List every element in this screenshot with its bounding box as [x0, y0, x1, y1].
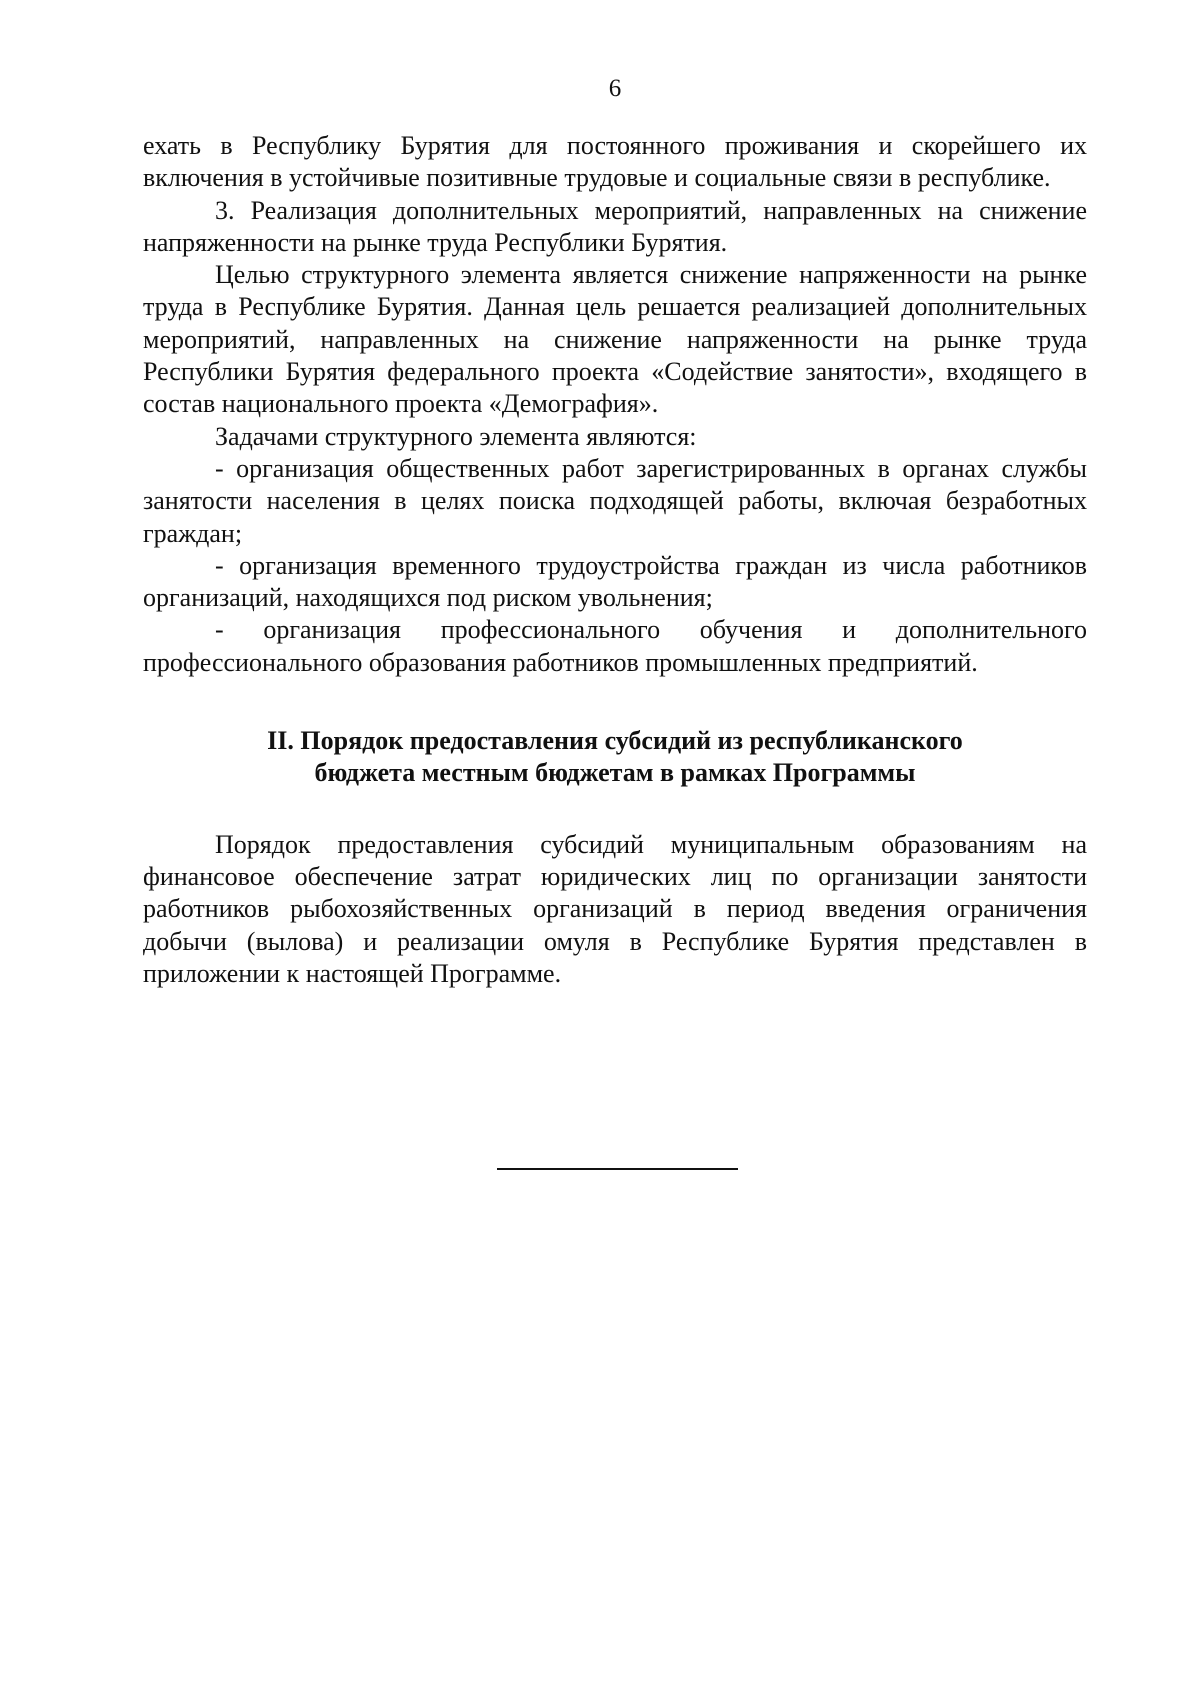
task-list-item: - организация профессионального обучения и дополнительного профессионального образования работников промышленных предприятий.: [143, 615, 1087, 677]
section-heading-line: II. Порядок предоставления субсидий из республиканского: [267, 726, 963, 756]
paragraph-goal: Целью структурного элемента является снижение напряженности на рынке труда в Республике Бурятия. Данная цель решается реализацией дополнительных мероприятий, направленных на снижение напряженности на рынке труда Республики Бурятия федерального проекта «Содействие занятости», входящего в состав национального проекта «Демография».: [143, 260, 1087, 419]
task-list-item: - организация общественных работ зарегистрированных в органах службы занятости населения в целях поиска подходящей работы, включая безработных граждан;: [143, 453, 1087, 548]
section-paragraph: Порядок предоставления субсидий муниципальным образованиям на финансовое обеспечение затрат юридических лиц по организации занятости работников рыбохозяйственных организаций в период введения ограничения добычи (вылова) и реализации омуля в Республике Бурятия представлен в приложении к настоящей Программе.: [143, 829, 1087, 988]
section-heading-line: бюджета местным бюджетам в рамках Программы: [314, 758, 916, 788]
paragraph-tasks-intro: Задачами структурного элемента являются:: [215, 421, 697, 451]
page-number: 6: [608, 75, 622, 102]
paragraph-continuation: ехать в Республику Бурятия для постоянного проживания и скорейшего их включения в устойчивые позитивные трудовые и социальные связи в республике.: [143, 131, 1087, 193]
paragraph-item-3: 3. Реализация дополнительных мероприятий, направленных на снижение напряженности на рынке труда Республики Бурятия.: [143, 195, 1087, 257]
end-rule: [497, 1168, 738, 1170]
document-body: [143, 130, 1087, 990]
task-list-item: - организация временного трудоустройства граждан из числа работников организаций, находящихся под риском увольнения;: [143, 550, 1087, 613]
section-heading: [143, 725, 1087, 790]
